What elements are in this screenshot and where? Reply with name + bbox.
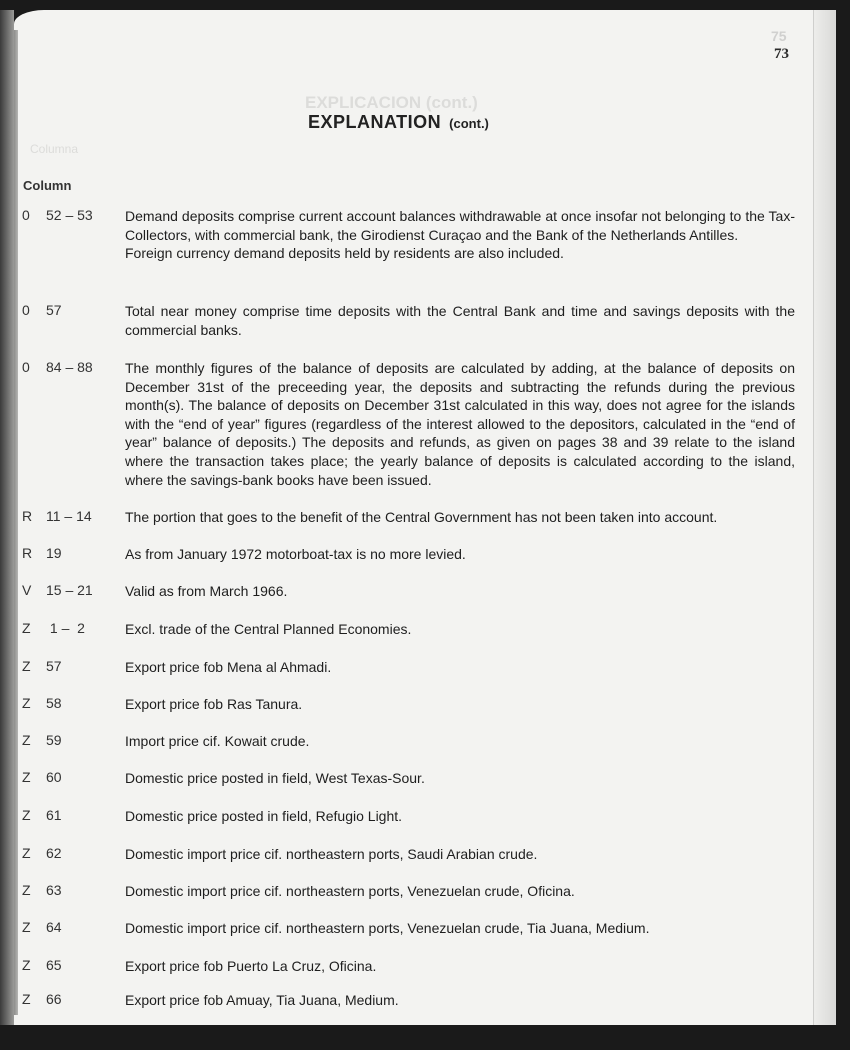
column-code [22, 957, 122, 973]
column-code [22, 508, 122, 524]
explanation-text [125, 695, 795, 714]
explanation-paragraph: Export price fob Mena al Ahmadi. [125, 659, 332, 675]
explanation-paragraph: Export price fob Puerto La Cruz, Oficina. [125, 958, 377, 974]
table-letter: R [22, 545, 33, 561]
table-letter: Z [22, 807, 31, 823]
explanation-paragraph: Demand deposits comprise current account balances withdrawable at once insofar not belonging to the Tax-Collectors, with commercial bank, the Girodienst Curaçao and the Bank of the Netherlands Antilles. [125, 208, 795, 243]
table-letter: Z [22, 882, 31, 898]
column-range: 19 [46, 545, 62, 561]
column-range: 63 [46, 882, 62, 898]
page-number: 73 [774, 46, 789, 62]
table-letter: Z [22, 732, 31, 748]
explanation-text [125, 845, 795, 864]
bleed-through-title: EXPLICACION (cont.) [305, 93, 478, 112]
page-title [308, 112, 489, 133]
explanation-paragraph: Domestic price posted in field, Refugio Light. [125, 808, 403, 824]
table-letter: Z [22, 620, 31, 636]
column-code [22, 807, 122, 823]
table-letter: Z [22, 845, 31, 861]
column-code [22, 882, 122, 898]
explanation-paragraph: Import price cif. Kowait crude. [125, 733, 310, 749]
column-code [22, 991, 122, 1007]
explanation-text [125, 207, 795, 263]
explanation-paragraph: Domestic import price cif. northeastern ports, Saudi Arabian crude. [125, 846, 538, 862]
explanation-paragraph: Export price fob Ras Tanura. [125, 696, 303, 712]
column-code [22, 769, 122, 785]
column-range: 65 [46, 957, 62, 973]
explanation-paragraph: Domestic price posted in field, West Texas-Sour. [125, 770, 425, 786]
table-letter: Z [22, 695, 31, 711]
column-code [22, 545, 122, 561]
explanation-text [125, 545, 795, 564]
table-letter: Z [22, 658, 31, 674]
table-letter: V [22, 582, 32, 598]
faint-page-number: 75 [771, 28, 787, 44]
page-binding-edge [14, 30, 18, 1015]
table-letter: Z [22, 991, 31, 1007]
explanation-paragraph: Valid as from March 1966. [125, 583, 288, 599]
book-spine-shadow [0, 10, 14, 1025]
explanation-text [125, 807, 795, 826]
table-letter: Z [22, 769, 31, 785]
column-code [22, 207, 122, 223]
explanation-paragraph: The portion that goes to the benefit of the Central Government has not been taken into account. [125, 509, 718, 525]
explanation-paragraph: Domestic import price cif. northeastern ports, Venezuelan crude, Tia Juana, Medium. [125, 920, 650, 936]
explanation-paragraph: Domestic import price cif. northeastern ports, Venezuelan crude, Oficina. [125, 883, 575, 899]
explanation-paragraph: Export price fob Amuay, Tia Juana, Medium. [125, 992, 399, 1008]
explanation-text [125, 582, 795, 601]
explanation-text [125, 732, 795, 751]
explanation-text [125, 302, 795, 339]
column-range: 15 – 21 [46, 582, 93, 598]
column-code [22, 919, 122, 935]
column-range: 59 [46, 732, 62, 748]
table-letter: 0 [22, 207, 30, 223]
column-range: 58 [46, 695, 62, 711]
column-range: 60 [46, 769, 62, 785]
column-range: 1 – 2 [46, 620, 85, 636]
explanation-text [125, 359, 795, 489]
explanation-text [125, 508, 795, 527]
table-letter: Z [22, 919, 31, 935]
column-range: 84 – 88 [46, 359, 93, 375]
column-code [22, 658, 122, 674]
explanation-text [125, 620, 795, 639]
page-title-text: EXPLANATION [308, 112, 442, 132]
column-code [22, 620, 122, 636]
column-range: 11 – 14 [46, 508, 92, 524]
explanation-paragraph: Excl. trade of the Central Planned Economies. [125, 621, 412, 637]
explanation-text [125, 882, 795, 901]
table-letter: Z [22, 957, 31, 973]
explanation-paragraph: As from January 1972 motorboat-tax is no more levied. [125, 546, 466, 562]
table-letter: 0 [22, 302, 30, 318]
explanation-paragraph: The monthly figures of the balance of deposits are calculated by adding, at the balance of deposits on December 31st of the preceeding year, the deposits and subtracting the refunds during the previous month(s). The balance of deposits on December 31st calculated in this way, does not agree for the islands with the “end of year” figures (regardless of the interest allowed to the depositors, calculated in the “end of year” balance of deposits.) The deposits and refunds, as given on pages 38 and 39 relate to the island where the transaction takes place; the yearly balance of deposits is calculated according to the island, where the savings-bank books have been issued. [125, 360, 795, 488]
column-code [22, 582, 122, 598]
explanation-text [125, 919, 795, 938]
bleed-through-column-header: Columna [30, 142, 79, 156]
column-code [22, 302, 122, 318]
column-code [22, 695, 122, 711]
table-letter: R [22, 508, 33, 524]
column-range: 62 [46, 845, 62, 861]
explanation-text [125, 957, 795, 976]
column-range: 61 [46, 807, 62, 823]
column-range: 64 [46, 919, 62, 935]
column-code [22, 359, 122, 375]
column-code [22, 845, 122, 861]
explanation-text [125, 658, 795, 677]
explanation-text [125, 769, 795, 788]
column-range: 57 [46, 658, 62, 674]
column-range: 52 – 53 [46, 207, 93, 223]
column-header: Column [23, 178, 72, 193]
page-title-suffix: (cont.) [449, 116, 489, 131]
column-code [22, 732, 122, 748]
explanation-paragraph: Foreign currency demand deposits held by residents are also included. [125, 245, 564, 262]
column-range: 57 [46, 302, 62, 318]
explanation-paragraph: Total near money comprise time deposits with the Central Bank and time and savings deposits with the commercial banks. [125, 303, 795, 338]
column-range: 66 [46, 991, 62, 1007]
table-letter: 0 [22, 359, 30, 375]
explanation-text [125, 991, 795, 1010]
